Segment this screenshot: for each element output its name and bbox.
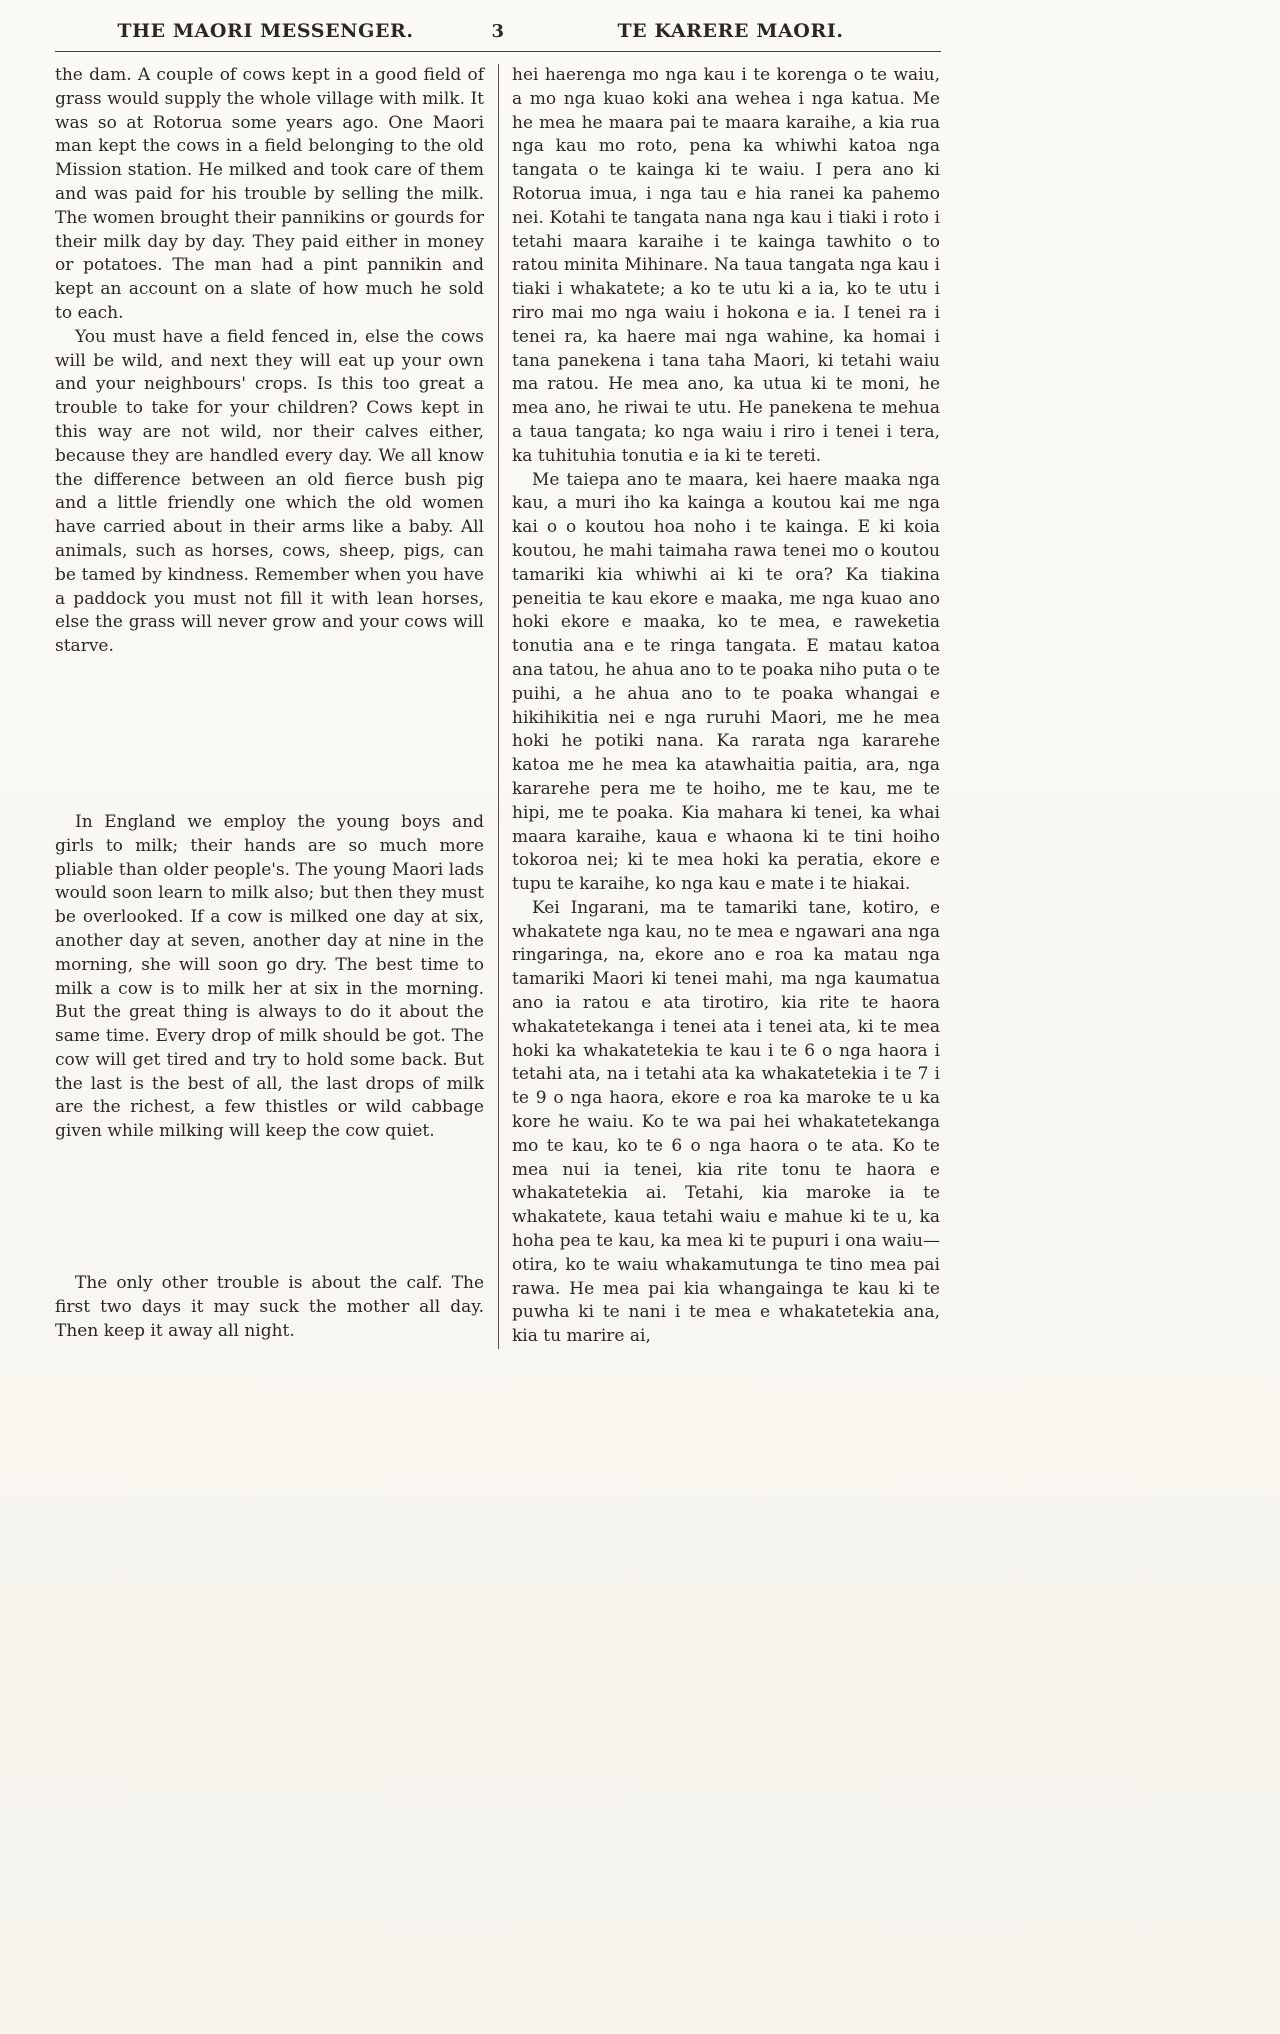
paragraph: Me taiepa ano te maara, kei haere maaka nga kau, a muri iho ka kainga a koutou kai me nga kai o o koutou hoa noho i te kainga. E ki koia koutou, he mahi taimaha rawa tenei mo o koutou tamariki kia whiwhi ai ki te ora? Ka tiakina peneitia te kau ekore e maaka, me nga kuao ano hoki ekore e maaka, ko te mea, e raweketia tonutia ana e te ringa tangata. E matau katoa ana tatou, he ahua ano to te poaka niho puta o te puihi, a he ahua ano to te poaka whangai e hikihikitia nei e nga ruruhi Maori, me he mea hoki he potiki nana. Ka rarata nga kararehe katoa me he mea ka atawhaitia paitia, ara, nga kararehe pera me te hoiho, me te kau, me te hipi, me te poaka. Kia mahara ki tenei, ka whai maara karaihe, kaua e whaona ki te tini hoiho tokoroa nei; ki te mea hoki ka peratia, ekore e tupu te karaihe, ko nga kau e mate i te hiakai. <box>512 469 940 895</box>
paragraph: In England we employ the young boys and girls to milk; their hands are so much more pliable than older people's. The young Maori lads would soon learn to milk also; but then they must be overlooked. If a cow is milked one day at six, another day at seven, another day at nine in the morning, she will soon go dry. The best time to milk a cow is to milk her at six in the morning. But the great thing is always to do it about the same time. Every drop of milk should be got. The cow will get tired and try to hold some back. But the last is the best of all, the last drops of milk are the richest, a few thistles or wild cabbage given while milking will keep the cow quiet. <box>55 811 484 1142</box>
right-column <box>498 64 940 1349</box>
article-columns <box>55 64 941 1349</box>
left-column <box>55 64 498 1349</box>
page-number: 3 <box>491 21 505 42</box>
paragraph: Kei Ingarani, ma te tamariki tane, kotiro, e whakatete nga kau, no te mea e ngawari ana nga ringaringa, na, ekore ano e roa ka matau nga tamariki Maori ki tenei mahi, ma nga kaumatua ano ia ratou e ata tirotiro, kia rite te haora whakatetekanga i tenei ata i tenei ata, ki te mea hoki ka whakatetekia te kau i te 6 o nga haora i tetahi ata, na i tetahi ata ka whakatetekia i te 7 i te 9 o nga haora, ekore e roa ka maroke te u ka kore he waiu. Ko te wa pai hei whakatetekanga mo te kau, ko te 6 o nga haora o te ata. Ko te mea nui ia tenei, kia rite tonu te haora e whakatetekia ai. Tetahi, kia maroke ia te whakatete, kaua tetahi waiu e mahue ki te u, ka hoha pea te kau, ka mea ki te pupuri i ona waiu—otira, ko te waiu whakamutunga te tino mea pai rawa. He mea pai kia whangainga te kau ki te puwha ki te nani i te mea e whakatetekia ana, kia tu marire ai, <box>512 897 940 1347</box>
newspaper-page <box>55 0 941 1349</box>
header-rule <box>55 51 941 52</box>
paragraph: hei haerenga mo nga kau i te korenga o te waiu, a mo nga kuao koki ana wehea i nga katua. Me he mea he maara pai te maara karaihe, a kia rua nga kau mo roto, pena ka whiwhi katoa nga tangata o te kainga ki te waiu. I pera ano ki Rotorua imua, i nga tau e hia ranei ka pahemo nei. Kotahi te tangata nana nga kau i tiaki i roto i tetahi maara karaihe i te kainga tawhito o to ratou minita Mihinare. Na taua tangata nga kau i tiaki i whakatete; a ko te utu ki a ia, ko te utu i riro mai mo nga waiu i hokona e ia. I tenei ra i tenei ra, ka haere mai nga wahine, ka homai i tana panekena i tana taha Maori, ki tetahi waiu ma ratou. He mea ano, ka utua ki te moni, he mea ano, he riwai te utu. He panekena te mehua a taua tangata; ko nga waiu i riro i tenei i tera, ka tuhituhia tonutia e ia ki te tereti. <box>512 65 940 466</box>
paragraph: You must have a field fenced in, else the cows will be wild, and next they will eat up your own and your neighbours' crops. Is this too great a trouble to take for your children? Cows kept in this way are not wild, nor their calves either, because they are handled every day. We all know the difference between an old fierce bush pig and a little friendly one which the old women have carried about in their arms like a baby. All animals, such as horses, cows, sheep, pigs, can be tamed by kindness. Remember when you have a paddock you must not fill it with lean horses, else the grass will never grow and your cows will starve. <box>55 326 484 657</box>
paragraph: the dam. A couple of cows kept in a good field of grass would supply the whole village with milk. It was so at Rotorua some years ago. One Maori man kept the cows in a field belonging to the old Mission station. He milked and took care of them and was paid for his trouble by selling the milk. The women brought their pannikins or gourds for their milk day by day. They paid either in money or potatoes. The man had a pint pannikin and kept an account on a slate of how much he sold to each. <box>55 65 484 323</box>
paragraph: The only other trouble is about the calf. The first two days it may suck the mother all day. Then keep it away all night. <box>55 1273 484 1341</box>
masthead <box>55 20 941 42</box>
left-masthead-title: THE MAORI MESSENGER. <box>117 20 414 42</box>
right-masthead-title: TE KARERE MAORI. <box>617 20 844 42</box>
